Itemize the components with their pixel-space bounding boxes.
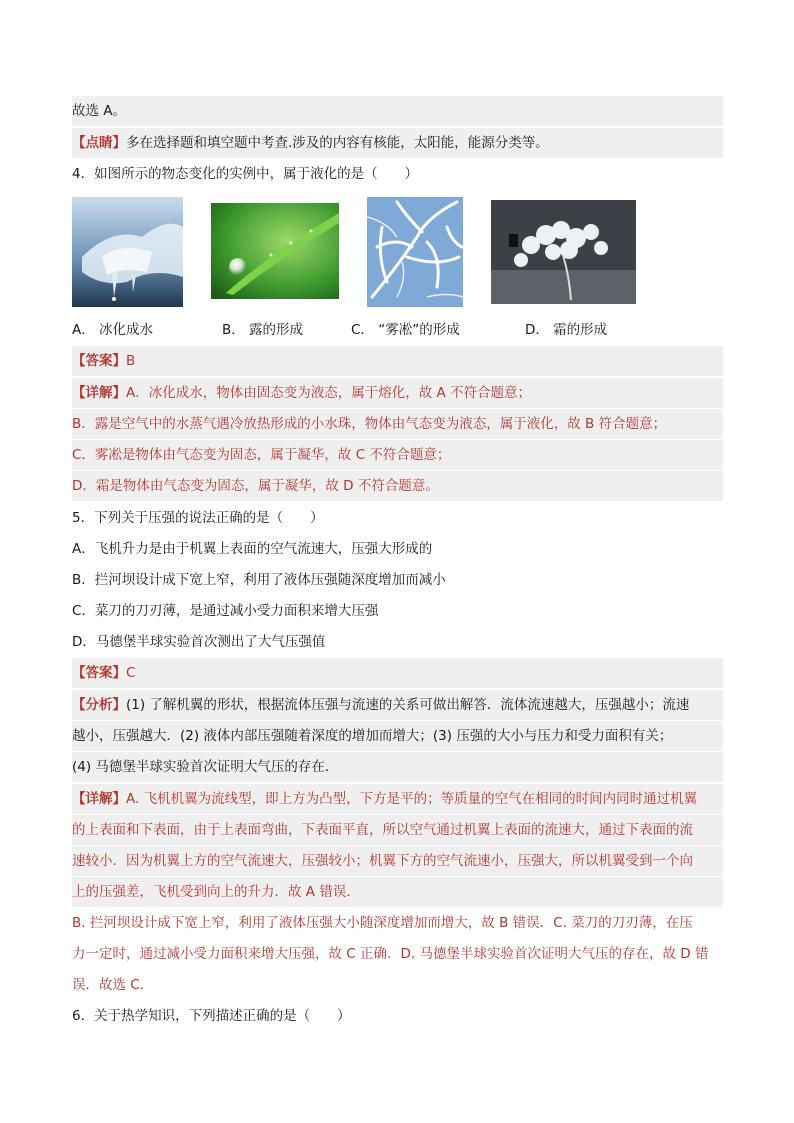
q5-detail-line: 上的压强差，飞机受到向上的升力．故 A 错误． [72, 877, 723, 907]
q5-analysis-line: 越小，压强越大．(2) 液体内部压强随着深度的增加而增大；(3) 压强的大小与压力和受力面积有关； [72, 721, 723, 751]
q5-answer [72, 658, 723, 688]
dew-drop-image [211, 203, 339, 299]
q4-detail-line: C．雾凇是物体由气态变为固态，属于凝华，故 C 不符合题意； [72, 440, 723, 470]
melting-ice-image [72, 197, 183, 307]
q5-detail-line: B. 拦河坝设计成下宽上窄，利用了液体压强大小随深度增加而增大，故 B 错误．C. 菜刀的刀刃薄，在压 [72, 915, 693, 931]
q4-answer [72, 346, 723, 376]
prev-conclusion [72, 96, 723, 126]
q5-detail-line: 速较小．因为机翼上方的空气流速大，压强较小；机翼下方的空气流速小，压强大，所以机翼受到一个向 [72, 846, 723, 876]
q4-option-a: A． 冰化成水 [72, 322, 154, 338]
q5-detail-line: 的上表面和下表面，由于上表面弯曲，下表面平直，所以空气通过机翼上表面的流速大，通过下表面的流 [72, 815, 723, 845]
comment-text: 多在选择题和填空题中考查.涉及的内容有核能，太阳能，能源分类等。 [126, 135, 549, 151]
q5-analysis-line [72, 690, 723, 720]
q5-option-d: D．马德堡半球实验首次测出了大气压强值 [72, 634, 326, 650]
q4-detail-line [72, 378, 723, 408]
answer-tag: 【答案】 [72, 665, 126, 681]
detail-text: A．冰化成水，物体由固态变为液态，属于熔化，故 A 不符合题意； [126, 385, 532, 401]
answer-tag: 【答案】 [72, 353, 126, 369]
q6-stem: 6．关于热学知识，下列描述正确的是（ ） [72, 1008, 351, 1024]
rime-frost-image [367, 197, 463, 307]
q5-detail-line [72, 784, 723, 814]
detail-tag: 【详解】 [72, 385, 126, 401]
answer-value: C [126, 665, 136, 681]
q4-option-d: D． 霜的形成 [525, 322, 608, 338]
detail-tag: 【详解】 [72, 791, 126, 807]
answer-value: B [126, 353, 136, 369]
q5-stem: 5．下列关于压强的说法正确的是（ ） [72, 510, 324, 526]
frost-plant-image [491, 200, 636, 304]
detail-text: A. 飞机机翼为流线型，即上方为凸型，下方是平的；等质量的空气在相同的时间内同时通过机翼 [126, 791, 698, 807]
prev-comment [72, 128, 723, 158]
q5-option-c: C．菜刀的刀刃薄，是通过减小受力面积来增大压强 [72, 603, 379, 619]
q5-option-b: B．拦河坝设计成下宽上窄，利用了液体压强随深度增加而减小 [72, 572, 446, 588]
q5-option-a: A．飞机升力是由于机翼上表面的空气流速大，压强大形成的 [72, 541, 433, 557]
prev-conclusion-text: 故选 A。 [72, 103, 127, 119]
q4-option-b: B． 露的形成 [222, 322, 304, 338]
q4-detail-line: B．露是空气中的水蒸气遇冷放热形成的小水珠，物体由气态变为液态，属于液化，故 B 符合题意； [72, 409, 723, 439]
comment-tag: 【点睛】 [72, 135, 126, 151]
q5-detail-line: 误．故选 C． [72, 977, 154, 993]
analysis-tag: 【分析】 [72, 697, 126, 713]
analysis-text: (1) 了解机翼的形状，根据流体压强与流速的关系可做出解答．流体流速越大，压强越小；流速 [126, 697, 690, 713]
q5-analysis-line: (4) 马德堡半球实验首次证明大气压的存在． [72, 752, 723, 782]
q4-detail-line: D．霜是物体由气态变为固态，属于凝华，故 D 不符合题意。 [72, 471, 723, 501]
q4-stem: 4．如图所示的物态变化的实例中，属于液化的是（ ） [72, 166, 419, 182]
q5-detail-line: 力一定时，通过减小受力面积来增大压强，故 C 正确．D. 马德堡半球实验首次证明大气压的存在，故 D 错 [72, 946, 709, 962]
q4-option-c: C． “雾凇”的形成 [351, 322, 460, 338]
